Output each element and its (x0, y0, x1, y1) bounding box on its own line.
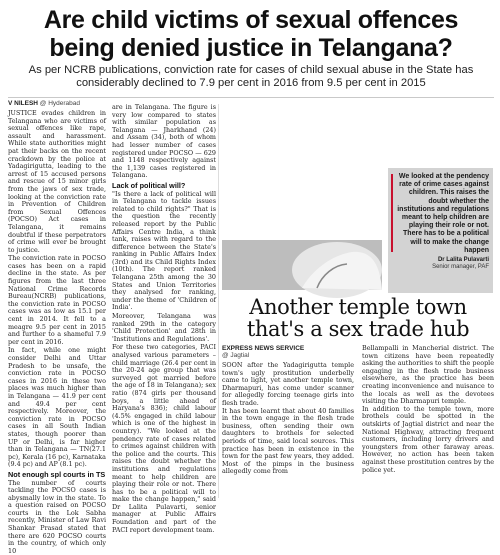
photo-illustration (222, 240, 382, 290)
col1-para-4: The number of courts tackling the POCSO cases is abysmally low in the state. To a question raised on POCSO courts in the Lok Sabha recently, Minister of Law Ravi Shankar Prasad stated that there are 620 POCSO courts in the country, of which only 10 (8, 480, 106, 555)
story2-headline: Another temple town that's a sex trade hub (222, 296, 494, 340)
column-2 (112, 104, 216, 498)
column-1 (8, 110, 106, 498)
byline-name: V NILESH (8, 100, 38, 107)
standfirst: As per NCRB publications, conviction rate for cases of child sexual abuse in the State has considerably declined to 7.9 per cent in 2016 from 9.5 per cent in 2015 (8, 64, 494, 90)
byline (8, 100, 80, 107)
col1-para-3: In fact, while one might consider Delhi and Uttar Pradesh to be unsafe, the conviction rate in POCSO cases in 2016 in these two places was much higher than in Telangana — 41.9 per cent and 49.4 per cent respectively. Moreover, the conviction rate in POCSO cases in all South Indian states, though poorer than UP or Delhi, is far higher than in Telangana — TN(27.1 pc), Kerala (16 pc), Karnataka (9.4 pc) and AP (8.1 pc). (8, 347, 106, 469)
col2-para-2: "Is there a lack of political will in Telangana to tackle issues related to child rights?" That is the question the recently released report by the Public Affairs Centre India, a think tank, raises with regard to the difference between the State's ranking in Public Affairs Index (3rd) and its Child Rights Index (10th). The report ranked Telangana 25th among the 30 States and Union Territories they analysed for ranking, under the theme of 'Children of India'. (112, 191, 216, 313)
story2-byline-name: EXPRESS NEWS SERVICE (222, 345, 304, 352)
quote-role: Senior manager, PAF (396, 264, 489, 271)
quote-author: Dr Lalita Pulavarti (396, 257, 489, 264)
headline: Are child victims of sexual offences being denied justice in Telangana? (8, 6, 494, 62)
col1-para-2: The conviction rate in POCSO cases has been on a rapid decline in the state. As per figures from the last three National Crime Records Bureau(NCRB) publications, the conviction rate in POCSO cases was as low as 15.1 per cent in 2014. It fell to a meagre 9.5 per cent in 2015 and further to a shameful 7.9 per cent in 2016. (8, 255, 106, 346)
column-divider (218, 104, 219, 498)
col2-subhead: Lack of political will? (112, 182, 216, 190)
byline-place: @ Hyderabad (40, 100, 80, 107)
photo (222, 240, 382, 290)
quote-box (388, 168, 493, 293)
quote-accent (391, 174, 393, 252)
story2-column-1: SOON after the Yadagirigutta temple town's ugly prostitution underbelly came to light, yet another temple town, Dharmapuri, has come under scanner for allegedly forcing teenage girls into flesh trade. It has been learnt that about 40 families in the town engage in the flesh trade business, often sending their own daughters to brothels for selected periods of time, said local sources. This practice has been in existence in the town for the past few years, they added. Most of the pimps in the business allegedly come from (222, 362, 354, 498)
story2-column-2: Bellampalli in Mancherial district. The town citizens have been repeatedly asking the authorities to shift the people engaging in the flesh trade business elsewhere, as the practice has been creating inconvenience and nuisance to the locals as well as the devotees visiting the Dharmapuri temple. In addition to the temple town, more brothels could be spotted in the outskirts of Jagtial district and near the National Highway, attracting frequent customers, including lorry drivers and youngsters from other faraway areas. However, no action has been taken against these prostitution centres by the police yet. (362, 345, 494, 498)
col2-para-1: are in Telangana. The figure is very low compared to states with similar population as Telangana — Jharkhand (24) and Assam (34), both of whom had lesser number of cases registered under POCSO — 629 and 1148 respectively against the 1,139 cases registered in Telangana. (112, 104, 216, 180)
col2-para-3: Moreover, Telangana was ranked 29th in the category 'Child Protection' and 28th in 'Institutions and Regulations'. (112, 313, 216, 343)
quote-text: We looked at the pendency rate of crime cases against children. This raises the doubt whether the institutions and regulations meant to help children are playing their role or not. There has to be a political will to make the change happen (396, 173, 489, 255)
col2-para-4: For these two categories, PACI analysed various parameters – child marriage (26.4 per cent in the 20-24 age group that was surveyed got married before the age of 18 in Telangana); sex ratio (874 girls per thousand boys, a little ahead of Haryana's 836); child labour (4.5% engaged in child labour which is one of the highest in country). "We looked at the pendency rate of cases related to crimes against children with the police and the courts. This raises the doubt whether the institutions and regulations meant to help children are playing their role or not. There has to be a political will to make the change happen," said Dr Lalita Pulavarti, senior manager at Public Affairs Foundation and part of the PACI report development team. (112, 344, 216, 534)
story2-byline (222, 345, 304, 359)
story2-byline-place: @ Jagtial (222, 352, 249, 359)
col1-subhead: Not enough spl courts in TS (8, 471, 106, 479)
col1-para-1: JUSTICE evades children in Telangana who are victims of sexual offences like rape, assault and harassment. While state authorities might pat their backs on the recent crackdown by the police at Yadagirigutta, leading to the arrest of 15 accused persons and rescue of 15 minor girls from the jaws of sex trade, looking at the conviction rate in Prevention of Children from Sexual Offences (POCSO) Act cases in Telangana, it remains doubtful if these perpetrators of crime will ever be brought to justice. (8, 110, 106, 254)
top-rule (8, 97, 494, 98)
